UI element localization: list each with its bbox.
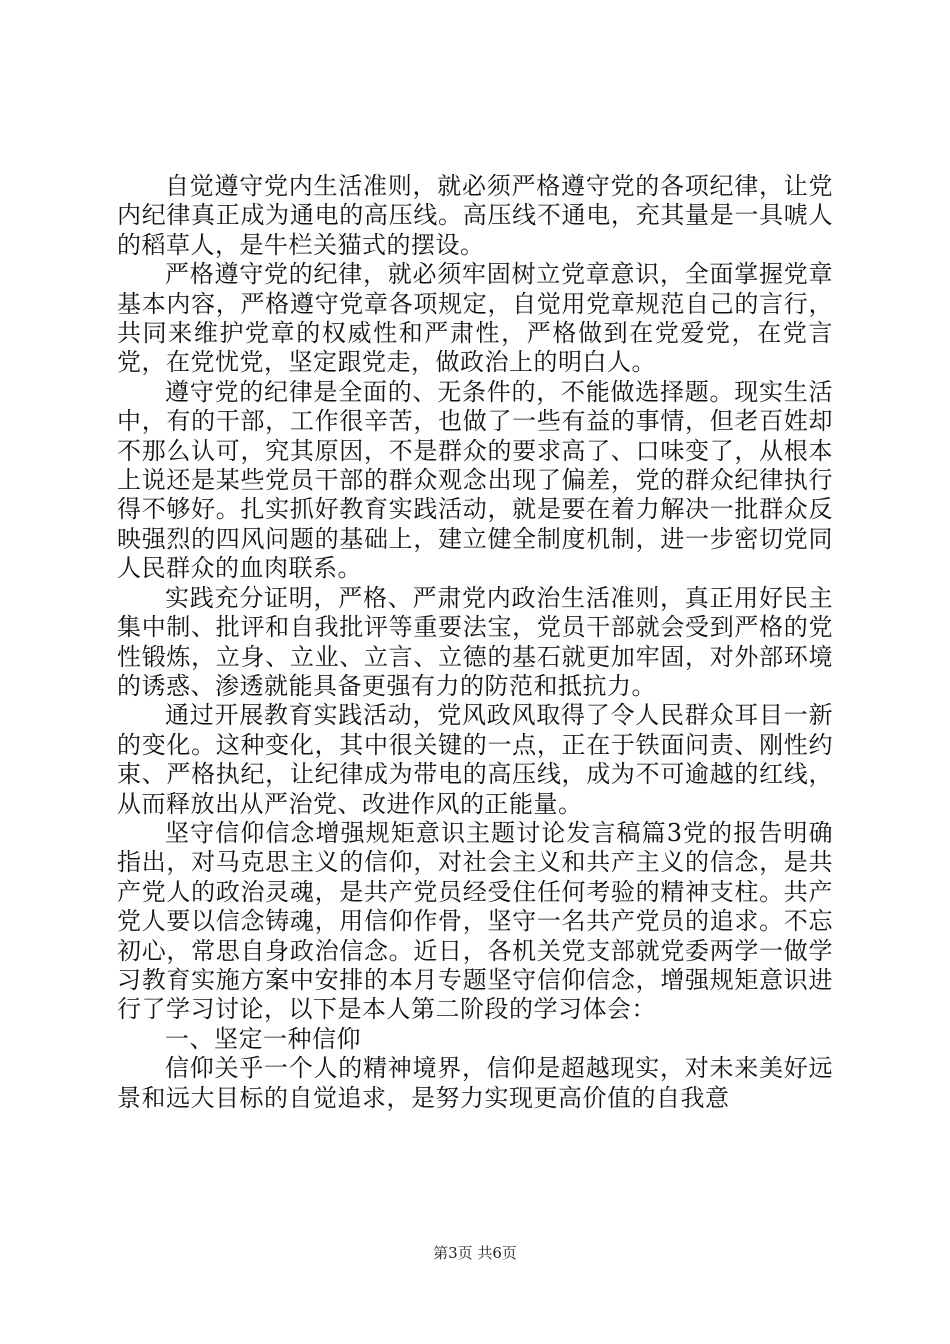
- document-body: [117, 172, 833, 1113]
- page-footer: 第3页 共6页: [433, 1244, 517, 1262]
- paragraph-2: 严格遵守党的纪律，就必须牢固树立党章意识，全面掌握党章基本内容，严格遵守党章各项规定，自觉用党章规范自己的言行，共同来维护党章的权威性和严肃性，严格做到在党爱党，在党言党，在党忧党，坚定跟党走，做政治上的明白人。: [117, 260, 833, 377]
- paragraph-7: 信仰关乎一个人的精神境界，信仰是超越现实，对未来美好远景和远大目标的自觉追求，是努力实现更高价值的自我意: [117, 1054, 833, 1112]
- paragraph-1: 自觉遵守党内生活准则，就必须严格遵守党的各项纪律，让党内纪律真正成为通电的高压线。高压线不通电，充其量是一具唬人的稻草人，是牛栏关猫式的摆设。: [117, 172, 833, 259]
- paragraph-3: 遵守党的纪律是全面的、无条件的，不能做选择题。现实生活中，有的干部，工作很辛苦，也做了一些有益的事情，但老百姓却不那么认可，究其原因，不是群众的要求高了、口味变了，从根本上说还是某些党员干部的群众观念出现了偏差，党的群众纪律执行得不够好。扎实抓好教育实践活动，就是要在着力解决一批群众反映强烈的四风问题的基础上，建立健全制度机制，进一步密切党同人民群众的血肉联系。: [117, 377, 833, 583]
- section-heading: 一、坚定一种信仰: [165, 1024, 361, 1053]
- paragraph-4: 实践充分证明，严格、严肃党内政治生活准则，真正用好民主集中制、批评和自我批评等重要法宝，党员干部就会受到严格的党性锻炼，立身、立业、立言、立德的基石就更加牢固，对外部环境的诱惑、渗透就能具备更强有力的防范和抵抗力。: [117, 583, 833, 700]
- paragraph-6: 坚守信仰信念增强规矩意识主题讨论发言稿篇3党的报告明确指出，对马克思主义的信仰，对社会主义和共产主义的信念，是共产党人的政治灵魂，是共产党员经受住任何考验的精神支柱。共产党人要以信念铸魂，用信仰作骨，坚守一名共产党员的追求。不忘初心，常思自身政治信念。近日，各机关党支部就党委两学一做学习教育实施方案中安排的本月专题坚守信仰信念，增强规矩意识进行了学习讨论，以下是本人第二阶段的学习体会：: [117, 818, 833, 1024]
- paragraph-5: 通过开展教育实践活动，党风政风取得了令人民群众耳目一新的变化。这种变化，其中很关键的一点，正在于铁面问责、刚性约束、严格执纪，让纪律成为带电的高压线，成为不可逾越的红线，从而释放出从严治党、改进作风的正能量。: [117, 701, 833, 818]
